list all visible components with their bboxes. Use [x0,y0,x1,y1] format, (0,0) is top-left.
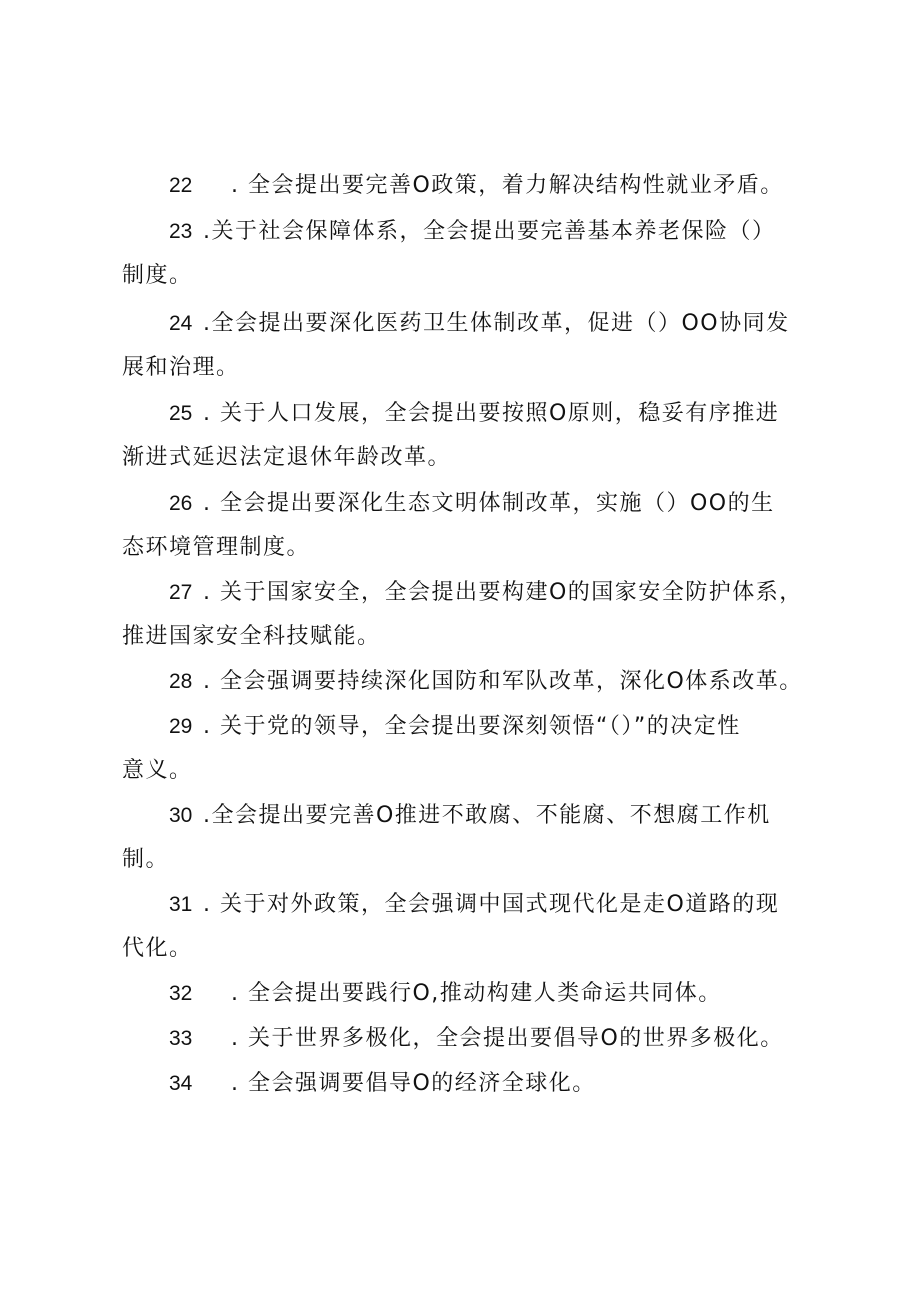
question-29 [122,705,822,793]
question-text: .关于社会保障体系，全会提出要完善基本养老保险（） [203,219,776,244]
question-text-continued: 推进国家安全科技赋能。 [122,624,381,649]
question-number: 27 [169,581,193,604]
question-22 [122,164,822,208]
question-number: 29 [169,715,193,738]
question-text-continued: 制度。 [122,263,193,288]
question-text: . 关于世界多极化，全会提出要倡导O的世界多极化。 [231,1026,784,1051]
question-number: 34 [169,1072,193,1095]
question-number: 26 [169,492,193,515]
question-text: . 关于国家安全，全会提出要构建O的国家安全防护体系， [203,580,803,605]
question-text: .全会提出要深化医药卫生体制改革，促进（）OO协同发 [203,311,790,336]
question-number: 30 [169,804,193,827]
question-text: . 全会提出要践行O,推动构建人类命运共同体。 [231,981,722,1006]
question-text: .全会提出要完善O推进不敢腐、不能腐、不想腐工作机 [203,803,771,828]
question-number: 31 [169,893,193,916]
question-text: . 全会提出要深化生态文明体制改革，实施（）OO的生 [203,491,775,516]
question-27 [122,571,822,659]
question-text-continued: 展和治理。 [122,355,240,380]
question-number: 32 [169,982,193,1005]
question-text: . 关于党的领导，全会提出要深刻领悟“（）”的决定性 [203,714,741,739]
question-32 [122,972,822,1016]
question-text-continued: 制。 [122,847,170,872]
question-number: 24 [169,312,193,335]
question-25 [122,392,822,480]
question-33 [122,1017,822,1061]
question-text-continued: 意义。 [122,758,193,783]
question-31 [122,883,822,971]
question-number: 23 [169,220,193,243]
question-text: . 关于人口发展，全会提出要按照O原则，稳妥有序推进 [203,401,780,426]
question-number: 28 [169,670,193,693]
question-number: 33 [169,1027,193,1050]
question-24 [122,302,822,390]
question-34 [122,1062,822,1106]
question-28 [122,660,822,704]
question-text: . 全会强调要持续深化国防和军队改革，深化O体系改革。 [203,669,803,694]
question-text-continued: 态环境管理制度。 [122,535,311,560]
question-number: 22 [169,174,193,197]
question-23 [122,210,822,298]
question-text-continued: 代化。 [122,936,193,961]
question-text: . 关于对外政策，全会强调中国式现代化是走O道路的现 [203,892,780,917]
question-30 [122,794,822,882]
question-number: 25 [169,402,193,425]
question-text: . 全会强调要倡导O的经济全球化。 [231,1071,596,1096]
question-26 [122,482,822,570]
question-text: . 全会提出要完善O政策，着力解决结构性就业矛盾。 [231,173,784,198]
question-text-continued: 渐进式延迟法定退休年龄改革。 [122,445,452,470]
